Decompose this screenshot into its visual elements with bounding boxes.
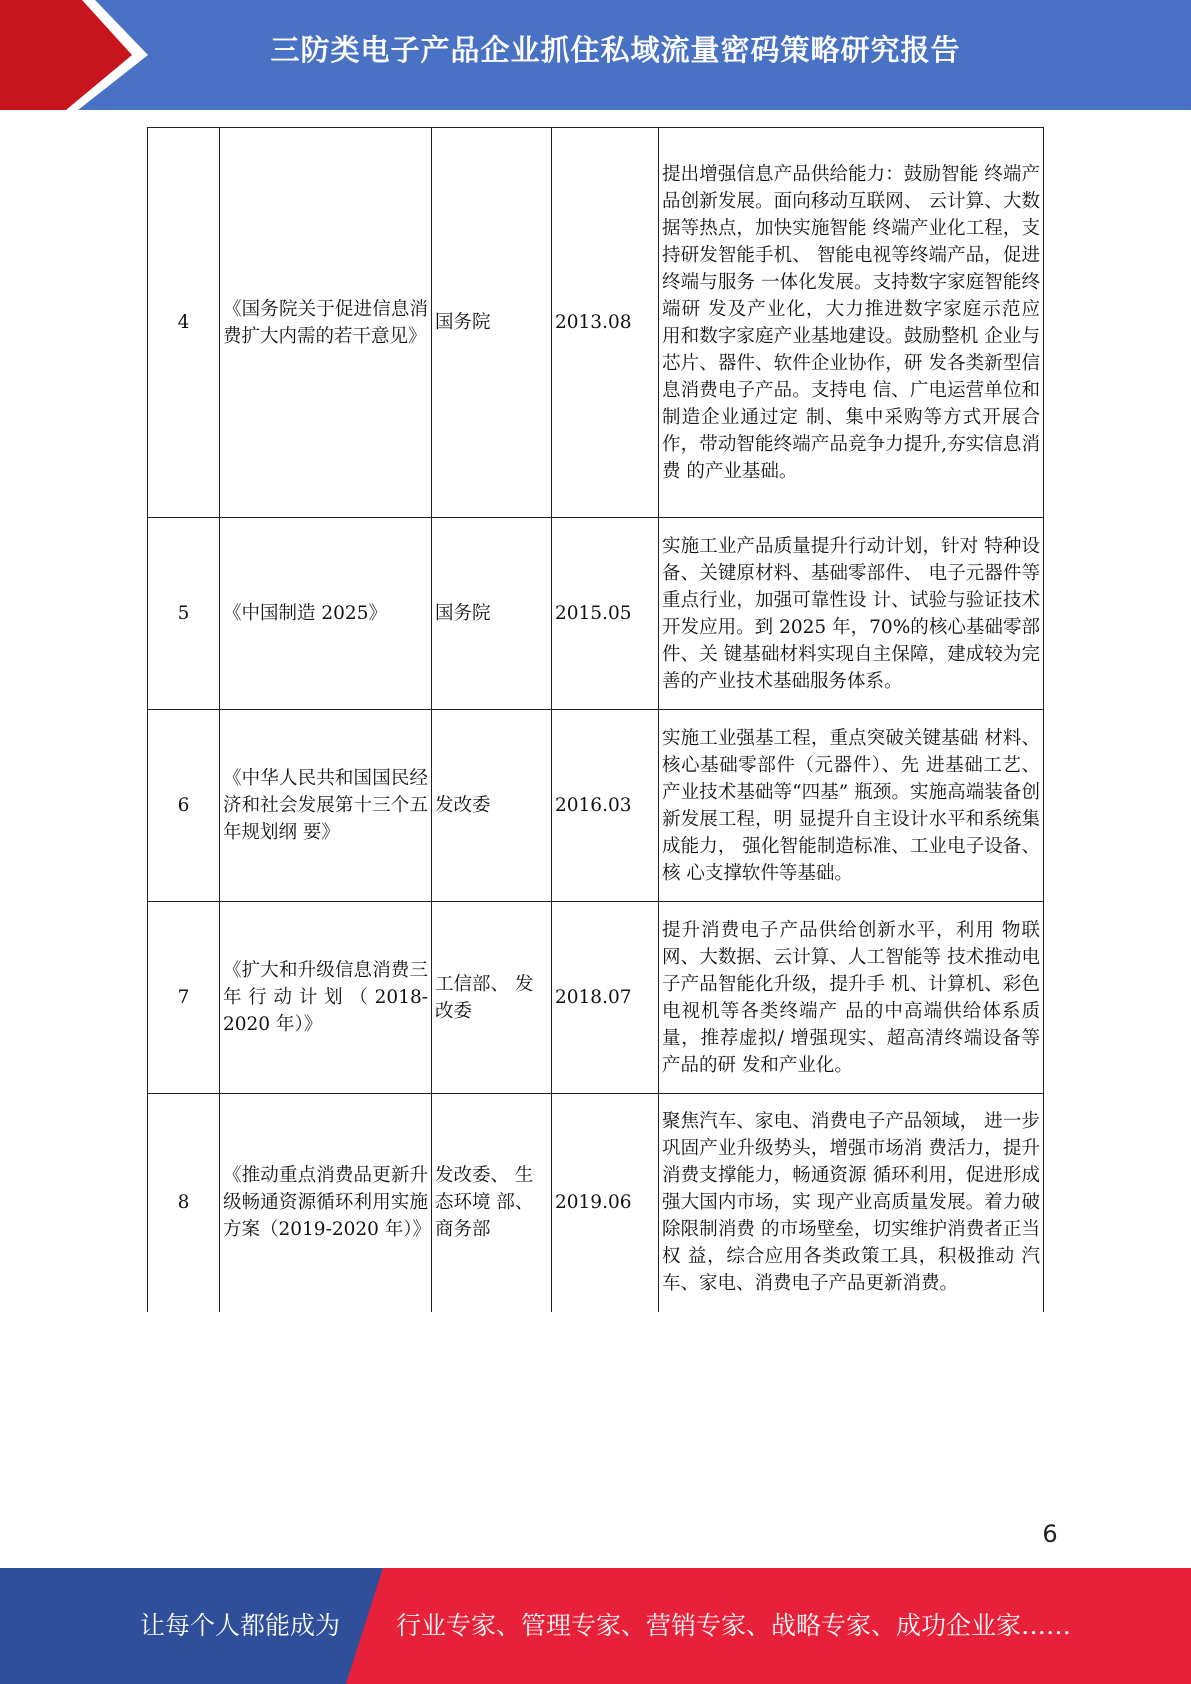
policy-name: 《中国制造 2025》 bbox=[220, 518, 432, 710]
issuing-department: 工信部、 发改委 bbox=[432, 902, 552, 1094]
issue-date: 2015.05 bbox=[552, 518, 659, 710]
policy-name: 《推动重点消费品更新升级畅通资源循环利用实施方案（2019-2020 年）》 bbox=[220, 1094, 432, 1312]
table-row bbox=[148, 902, 1044, 1094]
policy-name: 《国务院关于促进信息消费扩大内需的若干意见》 bbox=[220, 128, 432, 518]
issue-date: 2013.08 bbox=[552, 128, 659, 518]
issuing-department: 国务院 bbox=[432, 518, 552, 710]
table-row bbox=[148, 128, 1044, 518]
row-number: 8 bbox=[148, 1094, 220, 1312]
header-banner bbox=[0, 0, 1191, 110]
issuing-department: 发改委 bbox=[432, 710, 552, 902]
issue-date: 2016.03 bbox=[552, 710, 659, 902]
policy-content: 实施工业产品质量提升行动计划，针对 特种设备、关键原材料、基础零部件、 电子元器件等重点行业，加强可靠性设 计、试验与验证技术开发应用。到 2025 年，70%的核心基础零部件、关 键基础材料实现自主保障，建成较为完 善的产业技术基础服务体系。 bbox=[659, 518, 1044, 710]
table-row bbox=[148, 518, 1044, 710]
policy-content: 实施工业强基工程，重点突破关键基础 材料、核心基础零部件（元器件）、先 进基础工艺、产业技术基础等“四基” 瓶颈。实施高端装备创新发展工程，明 显提升自主设计水平和系统集成能力， 强化智能制造标准、工业电子设备、核 心支撑软件等基础。 bbox=[659, 710, 1044, 902]
row-number: 5 bbox=[148, 518, 220, 710]
policy-name: 《中华人民共和国国民经济和社会发展第十三个五年规划纲 要》 bbox=[220, 710, 432, 902]
footer-banner bbox=[0, 1568, 1191, 1684]
policy-content: 提出增强信息产品供给能力：鼓励智能 终端产品创新发展。面向移动互联网、 云计算、大数据等热点，加快实施智能 终端产业化工程，支持研发智能手机、 智能电视等终端产品，促进终端与服务 一体化发展。支持数字家庭智能终端研 发及产业化，大力推进数字家庭示范应 用和数字家庭产业基地建设。鼓励整机 企业与芯片、器件、软件企业协作，研 发各类新型信息消费电子产品。支持电 信、广电运营单位和制造企业通过定 制、集中采购等方式开展合作，带动智能终端产品竞争力提升,夯实信息消费 的产业基础。 bbox=[659, 128, 1044, 518]
policy-name: 《扩大和升级信息消费三年行动计划（2018-2020 年）》 bbox=[220, 902, 432, 1094]
policy-content: 聚焦汽车、家电、消费电子产品领域， 进一步巩固产业升级势头，增强市场消 费活力，提升消费支撑能力，畅通资源 循环利用，促进形成强大国内市场，实 现产业高质量发展。着力破除限制消费 的市场壁垒，切实维护消费者正当权 益，综合应用各类政策工具，积极推动 汽车、家电、消费电子产品更新消费。 bbox=[659, 1094, 1044, 1312]
row-number: 7 bbox=[148, 902, 220, 1094]
page-number: 6 bbox=[1042, 1520, 1058, 1548]
footer-slogan-right: 行业专家、管理专家、营销专家、战略专家、成功企业家…… bbox=[396, 1611, 1072, 1640]
issue-date: 2018.07 bbox=[552, 902, 659, 1094]
issuing-department: 发改委、 生态环境 部、商务部 bbox=[432, 1094, 552, 1312]
table-row bbox=[148, 710, 1044, 902]
issuing-department: 国务院 bbox=[432, 128, 552, 518]
row-number: 6 bbox=[148, 710, 220, 902]
footer-slogan-left: 让每个人都能成为 bbox=[140, 1611, 341, 1640]
policy-content: 提升消费电子产品供给创新水平，利用 物联网、大数据、云计算、人工智能等 技术推动电子产品智能化升级，提升手 机、计算机、彩色电视机等各类终端产 品的中高端供给体系质量，推荐虚拟/ 增强现实、超高清终端设备等产品的研 发和产业化。 bbox=[659, 902, 1044, 1094]
policy-table-container bbox=[147, 127, 1043, 1312]
table-row bbox=[148, 1094, 1044, 1312]
policy-table bbox=[147, 127, 1044, 1312]
report-title: 三防类电子产品企业抓住私域流量密码策略研究报告 bbox=[270, 33, 961, 67]
row-number: 4 bbox=[148, 128, 220, 518]
issue-date: 2019.06 bbox=[552, 1094, 659, 1312]
